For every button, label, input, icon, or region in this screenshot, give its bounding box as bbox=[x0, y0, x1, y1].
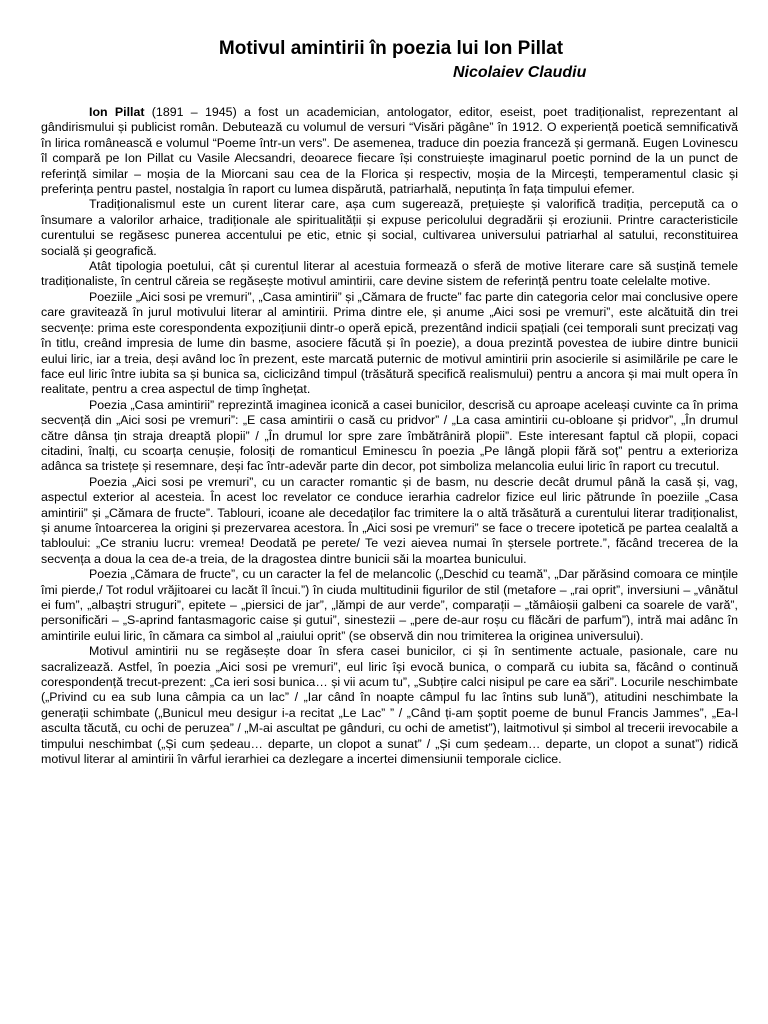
document-body bbox=[41, 105, 738, 767]
paragraph bbox=[41, 105, 738, 197]
document-title: Motivul amintirii în poezia lui Ion Pillat bbox=[218, 38, 564, 59]
paragraph: Poezia „Casa amintirii” reprezintă imaginea iconică a casei bunicilor, descrisă cu aproape aceleași cuvinte ca în prima secvență din „Aici sosi pe vremuri”: „E casa amintirii o casă cu pridvor” / „La casa amintirii cu-obloane și pridvor”, „În drumul către dânsa țin straja dreaptă plopii” / „În drumul lor spre zare îmbătrâniră plopii”. Este interesant faptul că plopii, copaci citadini, înalți, cu scoarța cenușie, folosiți de romanticul Eminescu în poezia „Pe lângă plopii fără soț” pentru a exterioriza adânca sa tristețe și resemnare, deși fac într-adevăr parte din decor, pot simboliza melancolia eului liric în raport cu trecutul. bbox=[41, 397, 738, 474]
intro-name: Ion Pillat bbox=[89, 105, 145, 119]
paragraph: Poezia „Aici sosi pe vremuri”, cu un caracter romantic și de basm, nu descrie decât drumul până la casă și, vag, aspectul exterior al acesteia. În acest loc revelator ce conduce ierarhia cadrelor fizice eul liric pătrunde în poeziile „Casa amintirii” și „Cămara de fructe”. Tablouri, icoane ale decedaților fac trimitere la o altă trăsătură a curentului literar tradiționalist, și anume întoarcerea la origini și prezervarea acestora. În „Aici sosi pe vremuri” se face o trecere ipotetică pe partea cealaltă a tabloului: „Ce straniu lucru: vremea! Deodată pe perete/ Te vezi aievea numai în ștersele portrete.”, făcând trecerea de la secvența a doua la cea de-a treia, de la dragostea dintre bunicii săi la moartea bunicului. bbox=[41, 474, 738, 566]
paragraph: Poezia „Cămara de fructe”, cu un caracter la fel de melancolic („Deschid cu teamă”, „Dar părăsind comoara ce mințile îmi pierde,/ Tot rodul vrăjitoarei cu lacăt îl încui.”) în ciuda multitudinii figurilor de stil (metafore – „rai oprit”, inversiuni – „vânătul ei fum”, „albaștri struguri”, epitete – „piersici de jar”, „lămpi de aur verde”, comparații – „tămâioșii galbeni ca soarele de vară”, personificări – „S-aprind fantasmagoric caise și gutui”, sinestezii – „pere de-aur roșu cu flăcări de parfum”), intră mai adânc în amintirile eului liric, în cămara ca simbol al „raiului oprit” (se observă din nou trimiterea la originea universului). bbox=[41, 567, 738, 643]
paragraph: Atât tipologia poetului, cât și curentul literar al acestuia formează o sferă de motive literare care să susțină temele tradiționaliste, în centrul căreia se regăsește motivul amintirii, care devine sistem de referință pentru toate celelalte motive. bbox=[41, 259, 738, 289]
paragraph: Motivul amintirii nu se regăsește doar în sfera casei bunicilor, ci și în sentimente actuale, pasionale, care nu sacralizează. Astfel, în poezia „Aici sosi pe vremuri”, eul liric își evocă bunica, o compară cu iubita sa, făcând o continuă corespondență trecut-prezent: „Ca ieri sosi bunica… și vii acum tu”, „Subțire calci nisipul pe care ea sări”. Locurile neschimbate („Privind cu ea sub luna câmpia ca un lac” / „Iar când în noapte câmpul fu lac întins sub lună”), atitudini neschimbate la generații schimbate („Bunicul meu desigur i-a recitat „Le Lac” ” / „Când ți-am șoptit poeme de bunul Francis Jammes”, „Ea-l asculta tăcută, cu ochi de peruzea” / „M-ai ascultat pe gânduri, cu ochi de ametist”), laitmotivul și simbol al trecerii irevocabile a timpului neschimbat („Și cum ședeau… departe, un clopot a sunat” / „Și cum ședeam… departe, un clopot a sunat”) ridică motivul literar al amintirii în vârful ierarhiei ca dezlegare a incertei dimensiunii temporale ciclice. bbox=[41, 644, 738, 767]
document-author: Nicolaiev Claudiu bbox=[453, 64, 587, 81]
paragraph: Tradiționalismul este un curent literar care, așa cum sugerează, prețuiește și valorifică tradiția, percepută ca o însumare a valorilor arhaice, tradiționale ale spiritualității și expuse pericolului degradării și eroziunii. Printre caracteristicile curentului se regăsesc punerea accentului pe etic, etnic și social, cultivarea universului patriarhal al satului, reconstituirea socială și geografică. bbox=[41, 197, 738, 258]
paragraph-text: (1891 – 1945) a fost un academician, antologator, editor, eseist, poet tradiționalist, reprezentant al gândirismului și publicist român. Debutează cu volumul de versuri “Visări păgâne” în 1912. O experiență poetică semnificativă în lirica românească e volumul “Poeme într-un vers”. De asemenea, traduce din poezia franceză și germană. Eugen Lovinescu îl compară pe Ion Pillat cu Vasile Alecsandri, deoarece fiecare își construiește imaginarul poetic pornind de la un punct de referință similar – moșia de la Miorcani sau cea de la Florica și respectiv, moșia de la Mircești, temperamentul clasic și preferința pentru pastel, nostalgia în raport cu lumea dispărută, patriarhală, neputința în fața timpului efemer. bbox=[41, 105, 738, 197]
paragraph: Poeziile „Aici sosi pe vremuri”, „Casa amintirii” și „Cămara de fructe” fac parte din categoria celor mai conclusive opere care gravitează în jurul motivului literar al amintirii. Prima dintre ele, și anume „Aici sosi pe vremuri”, este alcătuită din trei secvențe: prima este corespondenta expozițiunii dintr-o operă epică, prezentând indicii spațiali (cei temporali sunt precizați vag în titlu, creând impresia de lume din basme, asociere făcută și în poezie), a doua prezintă povestea de iubire dintre bunicii eului liric, iar a treia, deși având loc în prezent, este marcată puternic de motivul amintirii prin asocierile si asimilările pe care le face eul liric între iubita sa și bunica sa, ciclicizând timpul (trăsătură specifică realismului) pentru a ancora și mai mult opera în realitate, pentru a crea aspectul de timp înghețat. bbox=[41, 289, 738, 397]
